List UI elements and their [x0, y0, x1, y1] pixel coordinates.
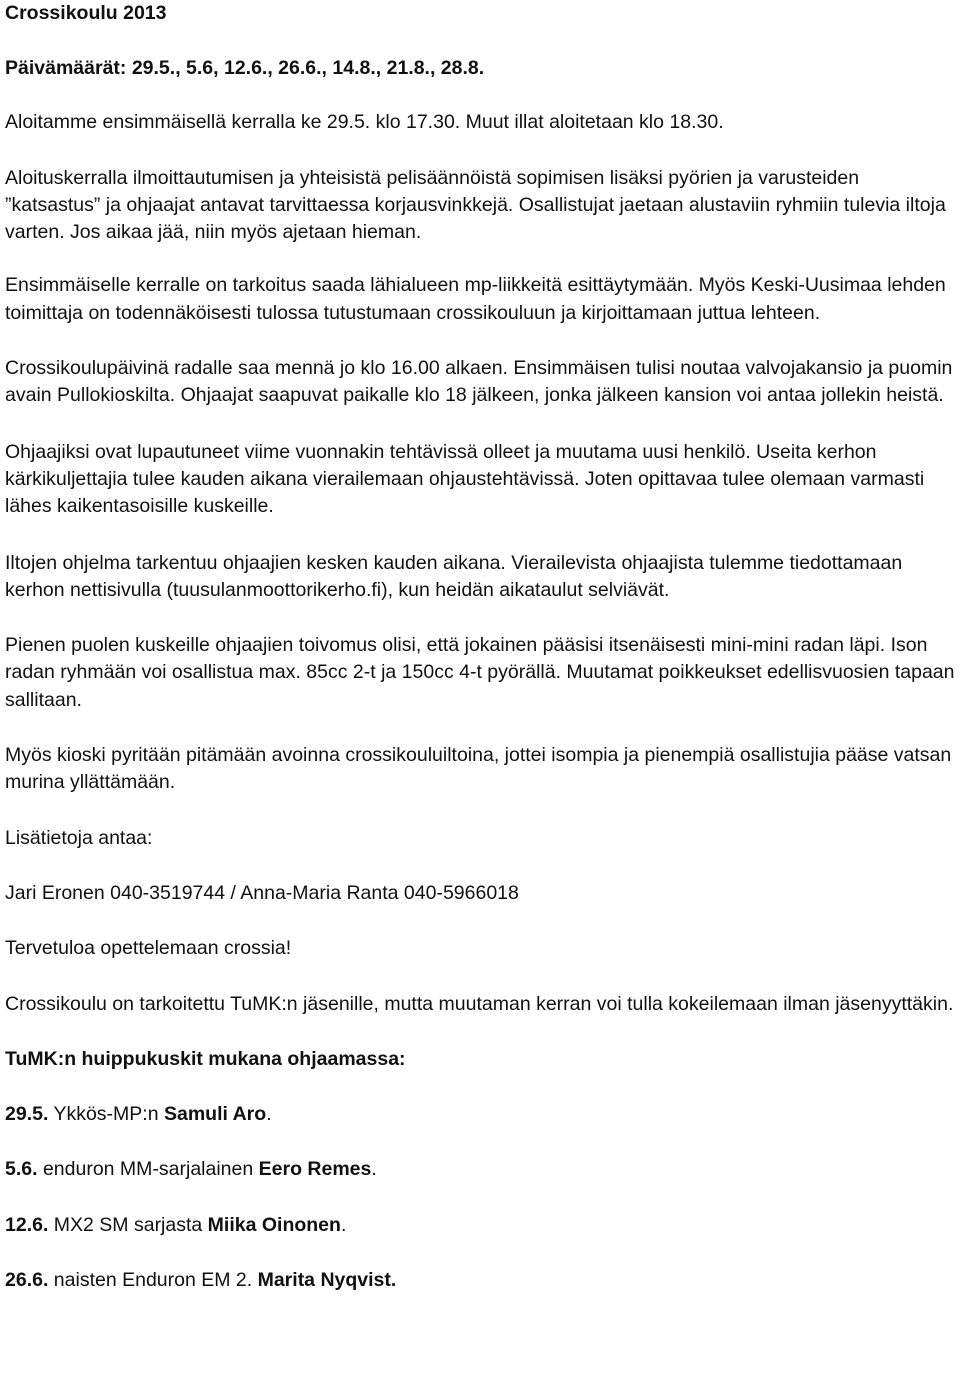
paragraph-small-riders: Pienen puolen kuskeille ohjaajien toivomus olisi, että jokainen pääsisi itsenäisesti mini-mini radan läpi. Ison radan ryhmään voi osallistua max. 85cc 2-t ja 150cc 4-t pyörällä. Muutamat poikkeukset edellisvuosien tapaan sallitaan.	[5, 634, 955, 711]
guest-name: Eero Remes	[258, 1158, 372, 1181]
guest-date: 12.6.	[5, 1213, 49, 1236]
paragraph-kiosk: Myös kioski pyritään pitämään avoinna crossikouluiltoina, jottei isompia ja pienempiä osallistujia pääse vatsan murina yllättämään.	[5, 744, 952, 794]
guest-end: .	[371, 1158, 377, 1181]
guest-item	[5, 1156, 955, 1183]
guest-item	[5, 1101, 955, 1128]
document	[5, 0, 955, 1294]
dates-line: Päivämäärät: 29.5., 5.6, 12.6., 26.6., 14.8., 21.8., 28.8.	[5, 57, 485, 79]
guest-name: Samuli Aro	[163, 1103, 267, 1126]
guest-date: 26.6.	[5, 1269, 49, 1292]
start-time-text: Aloitamme ensimmäisellä kerralla ke 29.5. klo 17.30. Muut illat aloitetaan klo 18.30.	[5, 111, 724, 134]
guests-heading: TuMK:n huippukuskit mukana ohjaamassa:	[5, 1047, 406, 1070]
guest-desc: enduron MM-sarjalainen	[37, 1158, 259, 1181]
guest-name: Miika Oinonen	[207, 1213, 341, 1236]
guest-date: 5.6.	[5, 1158, 38, 1181]
document-title: Crossikoulu 2013	[5, 2, 167, 24]
welcome-text: Tervetuloa opettelemaan crossia!	[5, 937, 292, 960]
guest-desc: MX2 SM sarjasta	[48, 1213, 208, 1236]
paragraph-program: Iltojen ohjelma tarkentuu ohjaajien kesken kauden aikana. Vierailevista ohjaajista tulemme tiedottamaan kerhon nettisivulla (tuusulanmoottorikerho.fi), kun heidän aikataulut selviävät.	[5, 551, 903, 601]
guest-end: .	[340, 1213, 347, 1236]
paragraph-track-access: Crossikoulupäivinä radalle saa mennä jo klo 16.00 alkaen. Ensimmäisen tulisi noutaa valvojakansio ja puomin avain Pullokioskilta. Ohjaajat saapuvat paikalle klo 18 jälkeen, jonka jälkeen kansion voi antaa jollekin heistä.	[5, 357, 953, 407]
info-label: Lisätietoja antaa:	[5, 826, 153, 849]
guest-end: .	[266, 1103, 272, 1126]
guest-item	[5, 1267, 955, 1294]
contacts-text: Jari Eronen 040-3519744 / Anna-Maria Ranta 040-5966018	[5, 881, 519, 904]
guest-name: Marita Nyqvist.	[257, 1269, 397, 1292]
guest-desc: naisten Enduron EM 2.	[48, 1269, 258, 1292]
guest-desc: Ykkös-MP:n	[48, 1103, 164, 1126]
members-note: Crossikoulu on tarkoitettu TuMK:n jäsenille, mutta muutaman kerran voi tulla kokeilemaan ilman jäsenyyttäkin.	[5, 992, 954, 1015]
paragraph-first-session: Aloituskerralla ilmoittautumisen ja yhteisistä pelisäännöistä sopimisen lisäksi pyörien ja varusteiden ”katsastus” ja ohjaajat antavat tarvittaessa korjausvinkkejä. Osallistujat jaetaan alustaviin ryhmiin tulevia iltoja varten. Jos aikaa jää, niin myös ajetaan hieman.	[5, 166, 946, 244]
paragraph-instructors: Ohjaajiksi ovat lupautuneet viime vuonnakin tehtävissä olleet ja muutama uusi henkilö. Useita kerhon kärkikuljettajia tulee kauden aikana vierailemaan ohjaustehtävissä. Joten opittavaa tulee olemaan varmasti lähes kaikentasoisille kuskeille.	[5, 440, 925, 518]
paragraph-local-shops: Ensimmäiselle kerralle on tarkoitus saada lähialueen mp-liikkeitä esittäytymään. Myös Keski-Uusimaa lehden toimittaja on todennäköisesti tulossa tutustumaan crossikouluun ja kirjoittamaan juttua lehteen.	[5, 274, 946, 324]
guest-item	[5, 1212, 955, 1239]
guest-date: 29.5.	[5, 1103, 49, 1126]
